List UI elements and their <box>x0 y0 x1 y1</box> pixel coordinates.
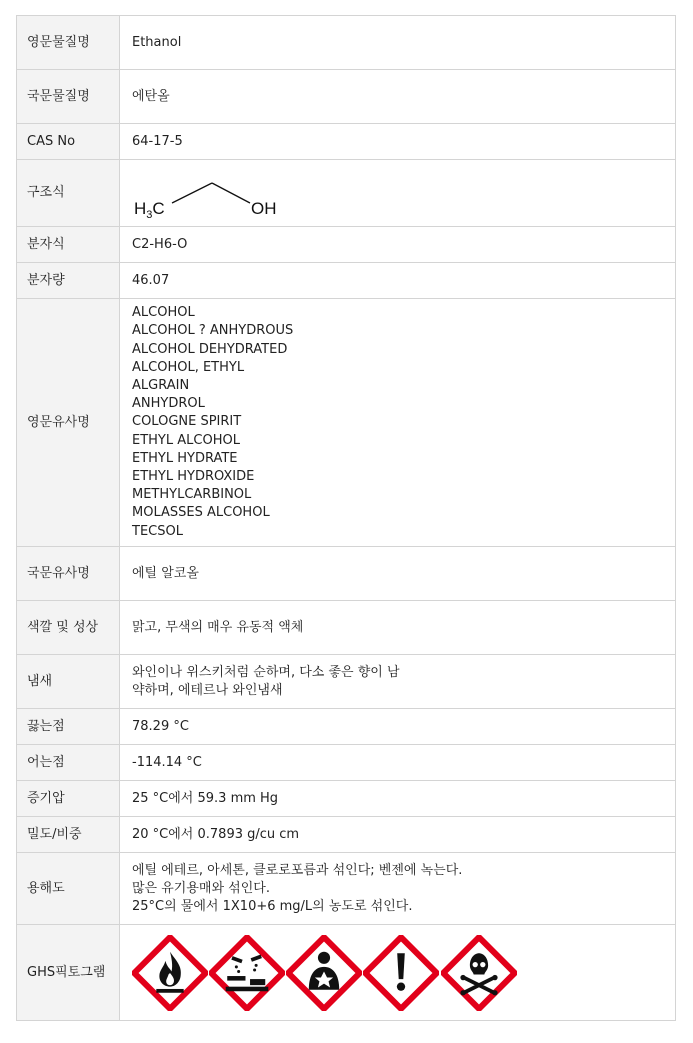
appearance-value: 맑고, 무색의 매우 유동적 액체 <box>120 601 676 655</box>
row-label: 국문유사명 <box>17 547 120 601</box>
corrosion-icon <box>209 935 285 1011</box>
skull-crossbones-icon <box>441 935 517 1011</box>
row-label: 용해도 <box>17 853 120 925</box>
table-row <box>17 709 676 745</box>
table-row <box>17 299 676 547</box>
vapor-pressure-value: 25 °C에서 59.3 mm Hg <box>120 781 676 817</box>
synonym-item: COLOGNE SPIRIT <box>132 414 242 430</box>
table-row <box>17 601 676 655</box>
solubility-line: 에틸 에테르, 아세톤, 클로로포름과 섞인다; 벤젠에 녹는다. <box>132 862 463 878</box>
flame-icon <box>132 935 208 1011</box>
table-row <box>17 781 676 817</box>
hydroxyl-group-label: OH <box>251 199 277 218</box>
row-label: 영문물질명 <box>17 16 120 70</box>
row-label: CAS No <box>17 124 120 160</box>
table-row <box>17 263 676 299</box>
subscript-three: 3 <box>146 209 153 219</box>
row-label: 구조식 <box>17 160 120 227</box>
odor-line: 와인이나 위스키처럼 순하며, 다소 좋은 향이 남 <box>132 664 400 680</box>
synonym-item: ALCOHOL, ETHYL <box>132 359 245 375</box>
cas-value: 64-17-5 <box>120 124 676 160</box>
synonym-item: ETHYL HYDRATE <box>132 450 238 466</box>
table-row <box>17 70 676 124</box>
exclamation-icon <box>363 935 439 1011</box>
row-label: 분자량 <box>17 263 120 299</box>
table-row <box>17 124 676 160</box>
solubility-line: 많은 유기용매와 섞인다. <box>132 880 270 896</box>
synonym-item: ETHYL ALCOHOL <box>132 432 240 448</box>
synonym-item: ALGRAIN <box>132 377 190 393</box>
row-label: 국문물질명 <box>17 70 120 124</box>
row-label: 어는점 <box>17 745 120 781</box>
synonym-item: ALCOHOL DEHYDRATED <box>132 341 288 357</box>
table-row <box>17 925 676 1021</box>
synonym-item: TECSOL <box>132 523 183 539</box>
table-row <box>17 745 676 781</box>
row-label: 밀도/비중 <box>17 817 120 853</box>
korean-synonyms-value: 에틸 알코올 <box>120 547 676 601</box>
english-synonyms-cell <box>120 299 676 547</box>
bond-line <box>172 183 212 203</box>
structure-cell <box>120 160 676 227</box>
odor-cell <box>120 655 676 709</box>
synonym-item: ALCOHOL ? ANHYDROUS <box>132 323 294 339</box>
structural-formula-diagram <box>132 167 302 219</box>
ghs-pictogram-cell <box>120 925 676 1021</box>
formula-value: C2-H6-O <box>120 227 676 263</box>
table-row <box>17 16 676 70</box>
methyl-group-label: $H_3C$ <box>134 199 165 219</box>
row-label: 증기압 <box>17 781 120 817</box>
synonym-item: ALCOHOL <box>132 305 195 321</box>
synonym-item: ANHYDROL <box>132 396 205 412</box>
freezing-point-value: -114.14 °C <box>120 745 676 781</box>
synonym-item: MOLASSES ALCOHOL <box>132 505 270 521</box>
korean-name-value: 에탄올 <box>120 70 676 124</box>
row-label: 끓는점 <box>17 709 120 745</box>
row-label: 분자식 <box>17 227 120 263</box>
row-label: 색깔 및 성상 <box>17 601 120 655</box>
table-row <box>17 547 676 601</box>
density-value: 20 °C에서 0.7893 g/cu cm <box>120 817 676 853</box>
english-name-value: Ethanol <box>120 16 676 70</box>
synonym-item: ETHYL HYDROXIDE <box>132 469 255 484</box>
odor-line: 약하며, 에테르나 와인냄새 <box>132 682 283 698</box>
table-row <box>17 227 676 263</box>
table-row <box>17 853 676 925</box>
substance-info-table <box>16 15 676 1021</box>
solubility-line: 25°C의 물에서 1X10+6 mg/L의 농도로 섞인다. <box>132 898 413 914</box>
health-hazard-icon <box>286 935 362 1011</box>
row-label: 영문유사명 <box>17 299 120 547</box>
row-label: 냄새 <box>17 655 120 709</box>
row-label: GHS픽토그램 <box>17 925 120 1021</box>
table-row <box>17 160 676 227</box>
table-row <box>17 655 676 709</box>
synonym-item: METHYLCARBINOL <box>132 487 252 503</box>
boiling-point-value: 78.29 °C <box>120 709 676 745</box>
table-row <box>17 817 676 853</box>
molecular-weight-value: 46.07 <box>120 263 676 299</box>
solubility-cell <box>120 853 676 925</box>
bond-line <box>212 183 250 203</box>
